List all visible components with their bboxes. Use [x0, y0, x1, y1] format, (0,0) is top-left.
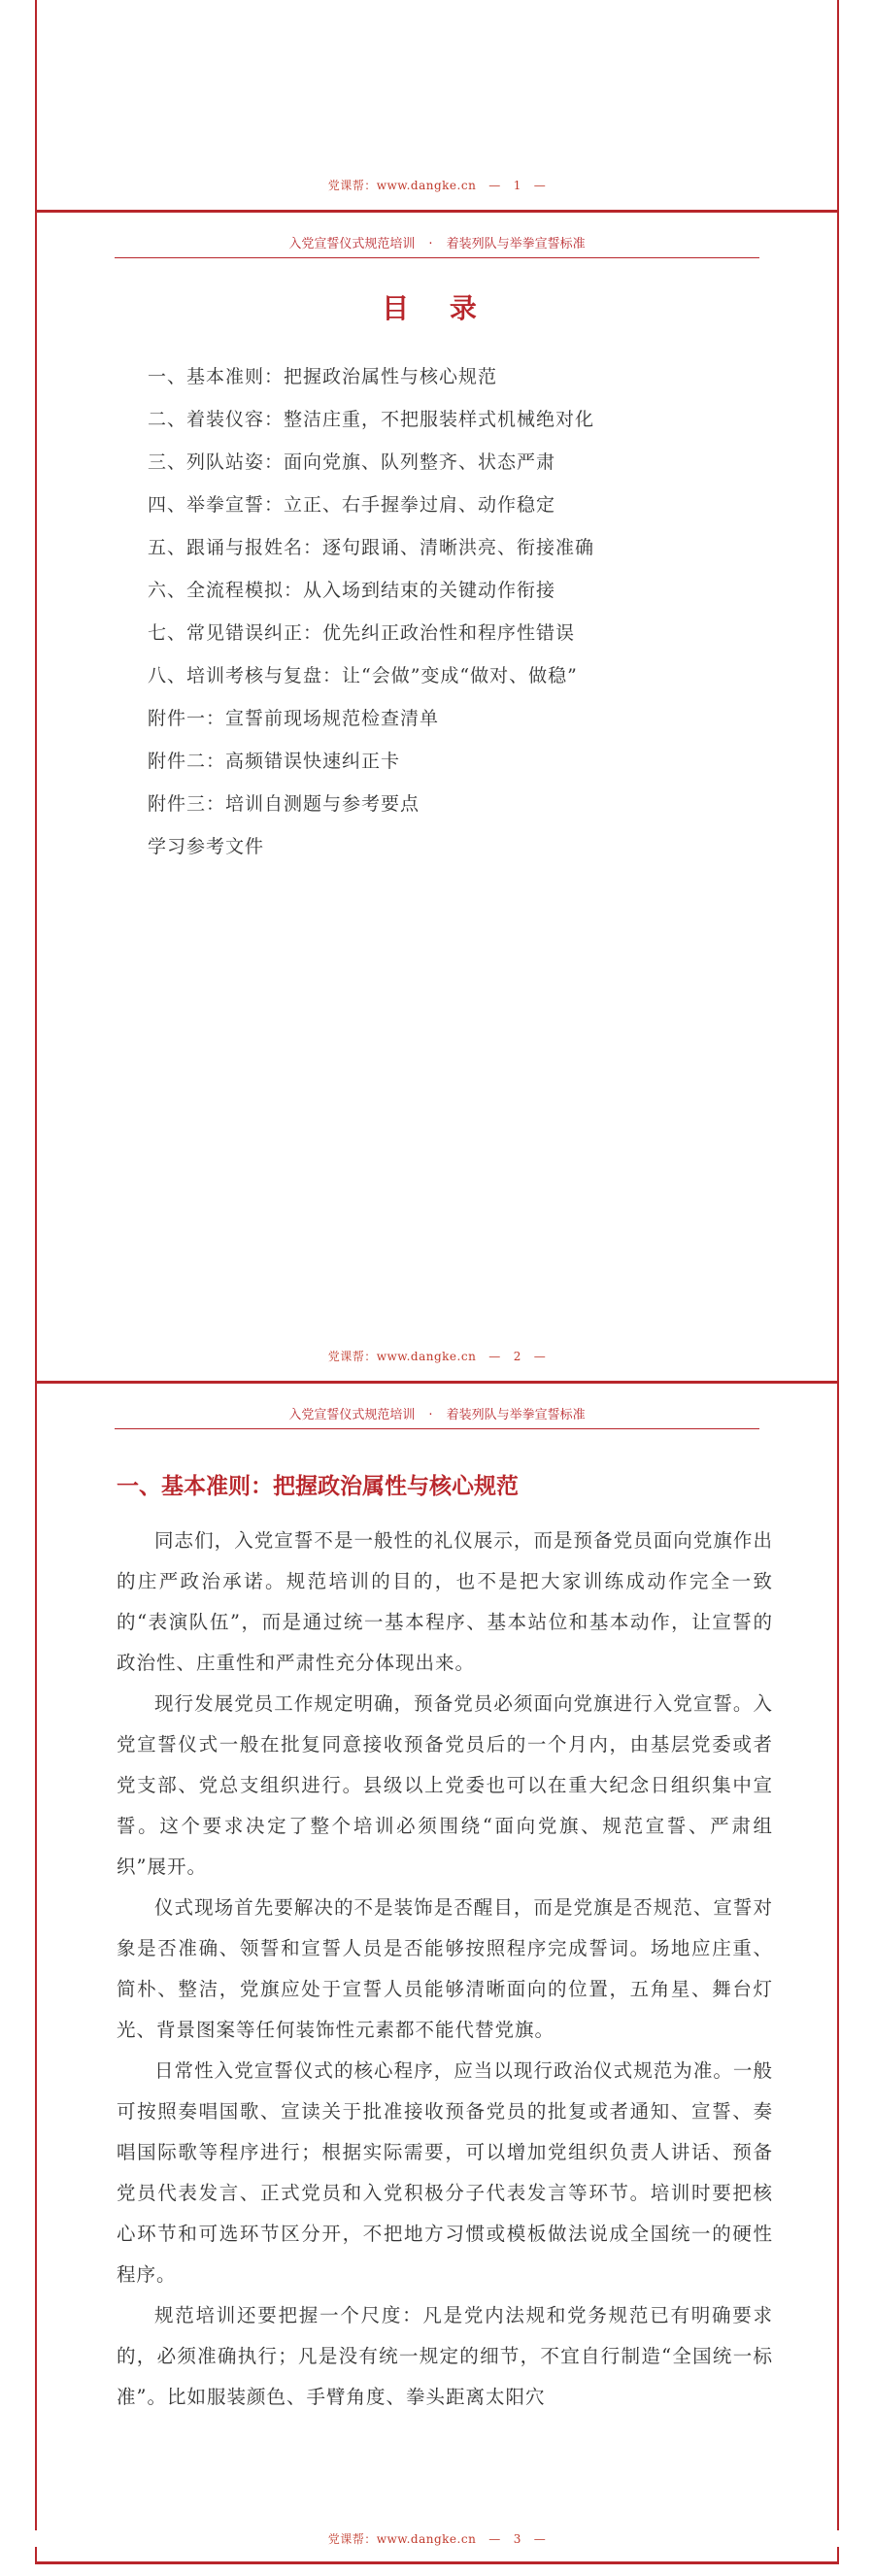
- section-body: [117, 1521, 773, 2418]
- footer-dash: —: [533, 2532, 547, 2546]
- footer-site: 党课帮：www.dangke.cn: [327, 1350, 477, 1363]
- paragraph: 仪式现场首先要解决的不是装饰是否醒目，而是党旗是否规范、宣誓对象是否准确、领誓和宣誓人员是否能够按照程序完成誓词。场地应庄重、简朴、整洁，党旗应处于宣誓人员能够清晰面向的位置，五角星、舞台灯光、背景图案等任何装饰性元素都不能代替党旗。: [117, 1896, 773, 2041]
- header-right: 着装列队与举拳宣誓标准: [446, 1408, 586, 1422]
- footer-page-number: 1: [513, 179, 521, 192]
- footer-dash: —: [533, 1350, 547, 1363]
- footer-page-number: 3: [513, 2532, 521, 2546]
- footer-dash: —: [488, 179, 501, 192]
- toc-item[interactable]: 六、全流程模拟：从入场到结束的关键动作衔接: [148, 580, 556, 601]
- footer-dash: —: [533, 179, 547, 192]
- footer-site: 党课帮：www.dangke.cn: [327, 2532, 477, 2546]
- header-dot: ·: [428, 237, 433, 251]
- page-footer-1: [35, 177, 839, 193]
- toc-list: [148, 355, 769, 868]
- toc-item[interactable]: 一、基本准则：把握政治属性与核心规范: [148, 366, 498, 387]
- page-footer-3: [35, 2530, 839, 2547]
- toc-item[interactable]: 七、常见错误纠正：优先纠正政治性和程序性错误: [148, 622, 576, 644]
- toc-item[interactable]: 三、列队站姿：面向党旗、队列整齐、状态严肃: [148, 452, 556, 473]
- toc-item[interactable]: 附件三：培训自测题与参考要点: [148, 793, 420, 815]
- running-header: [115, 1404, 759, 1429]
- toc-item[interactable]: 四、举拳宣誓：立正、右手握拳过肩、动作稳定: [148, 494, 556, 516]
- header-left: 入党宣誓仪式规范培训: [288, 237, 416, 251]
- page-bottom-rule: [35, 2561, 839, 2564]
- toc-title: 目 录: [382, 292, 492, 324]
- toc-item[interactable]: 八、培训考核与复盘：让“会做”变成“做对、做稳”: [148, 665, 578, 686]
- paragraph: 规范培训还要把握一个尺度：凡是党内法规和党务规范已有明确要求的，必须准确执行；凡是没有统一规定的细节，不宜自行制造“全国统一标准”。比如服装颜色、手臂角度、拳头距离太阳穴: [117, 2304, 773, 2408]
- page-footer-2: [35, 1348, 839, 1364]
- footer-dash: —: [488, 1350, 501, 1363]
- header-left: 入党宣誓仪式规范培训: [288, 1408, 416, 1422]
- footer-dash: —: [488, 2532, 501, 2546]
- toc-item[interactable]: 学习参考文件: [148, 836, 265, 857]
- header-right: 着装列队与举拳宣誓标准: [446, 237, 586, 251]
- footer-site: 党课帮：www.dangke.cn: [327, 179, 477, 192]
- toc-item[interactable]: 二、着装仪容：整洁庄重，不把服装样式机械绝对化: [148, 409, 595, 430]
- paragraph: 日常性入党宣誓仪式的核心程序，应当以现行政治仪式规范为准。一般可按照奏唱国歌、宣读关于批准接收预备党员的批复或者通知、宣誓、奏唱国际歌等程序进行；根据实际需要，可以增加党组织负责人讲话、预备党员代表发言、正式党员和入党积极分子代表发言等环节。培训时要把核心环节和可选环节区分开，不把地方习惯或模板做法说成全国统一的硬性程序。: [117, 2059, 773, 2286]
- toc-item[interactable]: 五、跟诵与报姓名：逐句跟诵、清晰洪亮、衔接准确: [148, 537, 595, 558]
- footer-page-number: 2: [513, 1350, 521, 1363]
- running-header: [115, 233, 759, 258]
- paragraph: 同志们，入党宣誓不是一般性的礼仪展示，而是预备党员面向党旗作出的庄严政治承诺。规范培训的目的，也不是把大家训练成动作完全一致的“表演队伍”，而是通过统一基本程序、基本站位和基本动作，让宣誓的政治性、庄重性和严肃性充分体现出来。: [117, 1529, 773, 1674]
- toc-item[interactable]: 附件一：宣誓前现场规范检查清单: [148, 708, 440, 729]
- paragraph: 现行发展党员工作规定明确，预备党员必须面向党旗进行入党宣誓。入党宣誓仪式一般在批复同意接收预备党员后的一个月内，由基层党委或者党支部、党总支组织进行。县级以上党委也可以在重大纪念日组织集中宣誓。这个要求决定了整个培训必须围绕“面向党旗、规范宣誓、严肃组织”展开。: [117, 1692, 773, 1878]
- toc-item[interactable]: 附件二：高频错误快速纠正卡: [148, 751, 401, 772]
- section-title: 一、基本准则：把握政治属性与核心规范: [117, 1474, 519, 1499]
- header-dot: ·: [428, 1408, 433, 1422]
